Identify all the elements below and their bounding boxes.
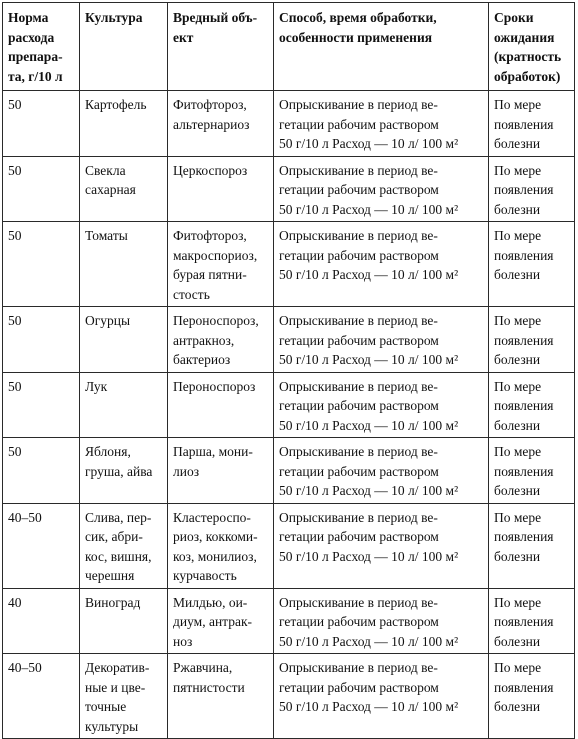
table-row [3, 222, 575, 307]
cell-pest: Ржавчина, пятнистости [168, 654, 274, 739]
cell-crop: Свекла сахарная [80, 156, 168, 222]
table-row [3, 156, 575, 222]
cell-crop: Яблоня, груша, айва [80, 438, 168, 504]
cell-rate: 50 [3, 438, 80, 504]
cell-pest: Парша, мони- лиоз [168, 438, 274, 504]
cell-waiting-period: По мере появления болезни [489, 438, 575, 504]
cell-waiting-period: По мере появления болезни [489, 307, 575, 373]
cell-crop: Слива, пер- сик, абри- кос, вишня, черешня [80, 503, 168, 588]
cell-rate: 50 [3, 307, 80, 373]
table-row [3, 438, 575, 504]
cell-waiting-period: По мере появления болезни [489, 222, 575, 307]
cell-crop: Лук [80, 372, 168, 438]
cell-crop: Виноград [80, 588, 168, 654]
table-row [3, 91, 575, 157]
cell-crop: Томаты [80, 222, 168, 307]
cell-method: Опрыскивание в период ве- гетации рабочим раствором 50 г/10 л Расход — 10 л/ 100 м² [274, 503, 489, 588]
cell-pest: Церкоспороз [168, 156, 274, 222]
cell-method: Опрыскивание в период ве- гетации рабочим раствором 50 г/10 л Расход — 10 л/ 100 м² [274, 156, 489, 222]
cell-waiting-period: По мере появления болезни [489, 588, 575, 654]
cell-waiting-period: По мере появления болезни [489, 156, 575, 222]
table-row [3, 654, 575, 739]
cell-pest: Пероноспороз [168, 372, 274, 438]
cell-rate: 40 [3, 588, 80, 654]
cell-crop: Картофель [80, 91, 168, 157]
cell-waiting-period: По мере появления болезни [489, 91, 575, 157]
header-pest: Вредный объ- ект [168, 3, 274, 91]
cell-method: Опрыскивание в период ве- гетации рабочим раствором 50 г/10 л Расход — 10 л/ 100 м² [274, 91, 489, 157]
cell-method: Опрыскивание в период ве- гетации рабочим раствором 50 г/10 л Расход — 10 л/ 100 м² [274, 372, 489, 438]
cell-crop: Огурцы [80, 307, 168, 373]
cell-pest: Пероноспороз, антракноз, бактериоз [168, 307, 274, 373]
cell-pest: Милдью, ои- диум, антрак- ноз [168, 588, 274, 654]
cell-crop: Декоратив- ные и цве- точные культуры [80, 654, 168, 739]
cell-pest: Фитофтороз, макроспориоз, бурая пятни- стость [168, 222, 274, 307]
cell-rate: 40–50 [3, 503, 80, 588]
table-row [3, 372, 575, 438]
cell-method: Опрыскивание в период ве- гетации рабочим раствором 50 г/10 л Расход — 10 л/ 100 м² [274, 588, 489, 654]
cell-rate: 50 [3, 372, 80, 438]
cell-pest: Фитофтороз, альтернариоз [168, 91, 274, 157]
cell-method: Опрыскивание в период ве- гетации рабочим раствором 50 г/10 л Расход — 10 л/ 100 м² [274, 654, 489, 739]
fungicide-application-table [2, 2, 575, 739]
table-header-row [3, 3, 575, 91]
cell-method: Опрыскивание в период ве- гетации рабочим раствором 50 г/10 л Расход — 10 л/ 100 м² [274, 222, 489, 307]
header-waiting-period: Сроки ожидания (кратность обработок) [489, 3, 575, 91]
cell-waiting-period: По мере появления болезни [489, 654, 575, 739]
cell-rate: 50 [3, 222, 80, 307]
table-row [3, 588, 575, 654]
table-row [3, 503, 575, 588]
header-rate: Норма расхода препара- та, г/10 л [3, 3, 80, 91]
cell-rate: 50 [3, 91, 80, 157]
cell-waiting-period: По мере появления болезни [489, 372, 575, 438]
header-crop: Культура [80, 3, 168, 91]
cell-waiting-period: По мере появления болезни [489, 503, 575, 588]
cell-rate: 40–50 [3, 654, 80, 739]
table-row [3, 307, 575, 373]
cell-method: Опрыскивание в период ве- гетации рабочим раствором 50 г/10 л Расход — 10 л/ 100 м² [274, 438, 489, 504]
cell-rate: 50 [3, 156, 80, 222]
header-method: Способ, время обработки, особенности применения [274, 3, 489, 91]
cell-pest: Кластероспо- риоз, коккоми- коз, монилиоз, курчавость [168, 503, 274, 588]
cell-method: Опрыскивание в период ве- гетации рабочим раствором 50 г/10 л Расход — 10 л/ 100 м² [274, 307, 489, 373]
